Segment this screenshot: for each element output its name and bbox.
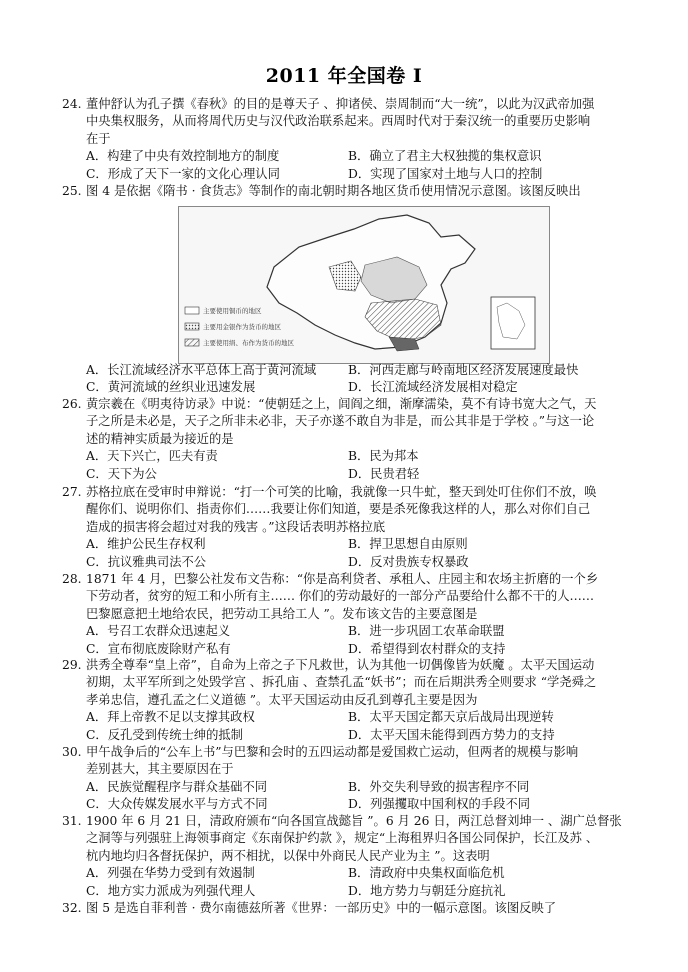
- stem-line: 中央集权服务，从而将周代历史与汉代政治联系起来。西周时代对于秦汉统一的重要历史影响: [86, 114, 591, 129]
- stem-line: 洪秀全尊奉“皇上帝”，自命为上帝之子下凡救世，认为其他一切偶像皆为妖魔 。太平天国运动: [86, 658, 595, 672]
- option-b: B．确立了君主大权独揽的集权意识: [348, 149, 542, 164]
- option-a: A．构建了中央有效控制地方的制度: [86, 149, 280, 164]
- option-c: C．宣布彻底废除财产私有: [86, 641, 231, 656]
- option-d: D．地方势力与朝廷分庭抗礼: [348, 883, 506, 898]
- question-number: 31.: [62, 814, 82, 828]
- question-29: [62, 657, 642, 744]
- option-a: A．长江流域经济水平总体上高于黄河流域: [86, 363, 317, 377]
- question-stem: [62, 900, 642, 917]
- option-b: B．进一步巩固工农革命联盟: [348, 624, 505, 639]
- stem-line: 巴黎愿意把土地给农民，把劳动工具给工人 ”。发布该文告的主要意图是: [86, 606, 478, 621]
- question-32: [62, 900, 642, 917]
- options: [62, 779, 642, 814]
- question-stem: [62, 657, 642, 709]
- question-stem: [62, 396, 642, 448]
- options: [62, 448, 642, 483]
- option-d: D．民贵君轻: [348, 466, 420, 481]
- question-24: [62, 96, 642, 183]
- option-a: A．维护公民生存权利: [86, 537, 206, 552]
- question-number: 24.: [62, 97, 82, 111]
- option-b: B．外交失利导致的损害程序不同: [348, 779, 530, 794]
- legend-copper: 主要使用铜币的地区: [203, 307, 262, 315]
- options: [62, 709, 642, 744]
- question-number: 32.: [62, 901, 82, 915]
- question-number: 28.: [62, 572, 82, 586]
- stem-line: 甲午战争后的“公车上书”与巴黎和会时的五四运动都是爱国救亡运动，但两者的规模与影响: [86, 745, 579, 759]
- page-title: 2011 年全国卷 I: [265, 65, 423, 87]
- question-stem: [62, 484, 642, 536]
- legend-silk-cloth: 主要使用绢、布作为货币的地区: [203, 339, 294, 347]
- stem-line: 子之所是未必是，天子之所非未必非，天子亦遂不敢自为非是，而公其非是于学校 。”与这一论: [86, 414, 595, 429]
- stem-line: 黄宗羲在《明夷待访录》中说：“使朝廷之上，闾阎之细，渐摩濡染，莫不有诗书宽大之气，天: [86, 397, 597, 411]
- stem-line: 杭内地均归各督抚保护，两不相扰，以保中外商民人民产业为主 ”。这表明: [86, 848, 490, 863]
- question-number: 30.: [62, 745, 82, 759]
- option-d: D．希望得到农村群众的支持: [348, 641, 506, 656]
- option-c: C．地方实力派成为列强代理人: [86, 883, 256, 898]
- stem-line: 下劳动者，贫穷的短工和小所有主…… 你们的劳动最好的一部分产品要给什么都不干的人……: [86, 589, 595, 604]
- question-31: [62, 813, 642, 900]
- option-b: B．捍卫思想自由原则: [348, 537, 468, 552]
- option-c: C．天下为公: [86, 466, 157, 481]
- stem-line: 董仲舒认为孔子撰《春秋》的目的是尊天子 、抑诸侯、崇周制而“大一统”，以此为汉武帝加强: [86, 97, 595, 111]
- option-a: A．民族觉醒程序与群众基础不同: [86, 779, 268, 794]
- question-stem: [62, 744, 642, 779]
- options: [62, 623, 642, 658]
- stem-line: 图 5 是选自菲利普 · 费尔南德兹所著《世界：一部历史》中的一幅示意图。该图反映了: [86, 901, 557, 915]
- map-figure: [178, 206, 550, 364]
- option-c: C．黄河流域的丝织业迅速发展: [86, 380, 256, 395]
- question-number: 25.: [62, 184, 82, 198]
- question-stem: [62, 813, 642, 865]
- option-c: C．反孔受到传统士绅的抵制: [86, 727, 243, 742]
- option-a: A．列强在华势力受到有效遏制: [86, 866, 255, 881]
- stem-line: 1871 年 4 月，巴黎公社发布文告称：“你是高利贷者、承租人、庄园主和农场主折磨的一个乡: [86, 572, 599, 586]
- question-number: 27.: [62, 485, 82, 499]
- option-b: B．太平天国定都天京后战局出现逆转: [348, 710, 554, 725]
- question-28: [62, 571, 642, 658]
- stem-line: 初期，太平军所到之处毁学宫 、拆孔庙 、查禁孔孟“妖书”；而在后期洪秀全则要求 “学尧舜之: [86, 675, 597, 690]
- stem-line: 孝弟忠信，遵孔孟之仁义道德 ”。太平天国运动由反孔到尊孔主要是因为: [86, 692, 478, 707]
- option-b: B．清政府中央集权面临危机: [348, 866, 505, 881]
- legend-gold-silver: 主要用金银作为货币的地区: [203, 323, 281, 331]
- question-27: [62, 484, 642, 571]
- option-d: D．列强攫取中国利权的手段不同: [348, 797, 531, 812]
- question-stem: [62, 96, 642, 148]
- map-legend: [185, 306, 295, 347]
- option-a: A．天下兴亡，匹夫有责: [86, 449, 218, 464]
- question-30: [62, 744, 642, 814]
- options: [62, 536, 642, 571]
- option-d: D．太平天国未能得到西方势力的支持: [348, 727, 555, 742]
- south-sea-inset: [491, 297, 535, 349]
- question-26: [62, 396, 642, 483]
- stem-line: 图 4 是依据《隋书 · 食货志》等制作的南北朝时期各地区货币使用情况示意图。该图反映出: [86, 184, 581, 198]
- option-c: C．形成了天下一家的文化心理认同: [86, 166, 280, 181]
- option-c: C．大众传媒发展水平与方式不同: [86, 797, 268, 812]
- stem-line: 1900 年 6 月 21 日，清政府颁布“向各国宣战懿旨 ”。6 月 26 日，两江总督刘坤一 、湖广总督张: [86, 814, 622, 828]
- stem-line: 述的精神实质最为接近的是: [86, 431, 234, 446]
- option-a: A．号召工农群众迅速起义: [86, 624, 231, 639]
- option-b: B．河西走廊与岭南地区经济发展速度最快: [348, 363, 579, 377]
- stem-line: 在于: [86, 131, 111, 146]
- question-25: [62, 183, 642, 200]
- option-d: D．实现了国家对土地与人口的控制: [348, 166, 543, 181]
- question-stem: [62, 571, 642, 623]
- option-d: D．长江流域经济发展相对稳定: [348, 380, 518, 395]
- stem-line: 之洞等与列强驻上海领事商定《东南保护约款 》，规定“上海租界归各国公同保护，长江及苏 、: [86, 831, 599, 846]
- options: [62, 865, 642, 900]
- option-a: A．拜上帝教不足以支撑其政权: [86, 710, 255, 725]
- region-gold-south: [389, 337, 419, 351]
- option-d: D．反对贵族专权暴政: [348, 554, 469, 569]
- options: [62, 148, 642, 183]
- option-c: C．抗议雅典司法不公: [86, 554, 207, 569]
- question-25-options: [62, 362, 642, 397]
- stem-line: 醒你们、说明你们、指责你们……我要让你们知道，要是杀死像我这样的人，那么对你们自己: [86, 502, 591, 517]
- stem-line: 差别甚大，其主要原因在于: [86, 762, 234, 777]
- options: [62, 362, 642, 397]
- question-number: 29.: [62, 658, 82, 672]
- question-number: 26.: [62, 397, 82, 411]
- option-b: B．民为邦本: [348, 449, 419, 464]
- question-stem: [62, 183, 642, 200]
- stem-line: 苏格拉底在受审时申辩说：“打一个可笑的比喻，我就像一只牛虻，整天到处叮住你们不放，唤: [86, 485, 597, 499]
- stem-line: 造成的损害将会超过对我的残害 。”这段话表明苏格拉底: [86, 519, 386, 534]
